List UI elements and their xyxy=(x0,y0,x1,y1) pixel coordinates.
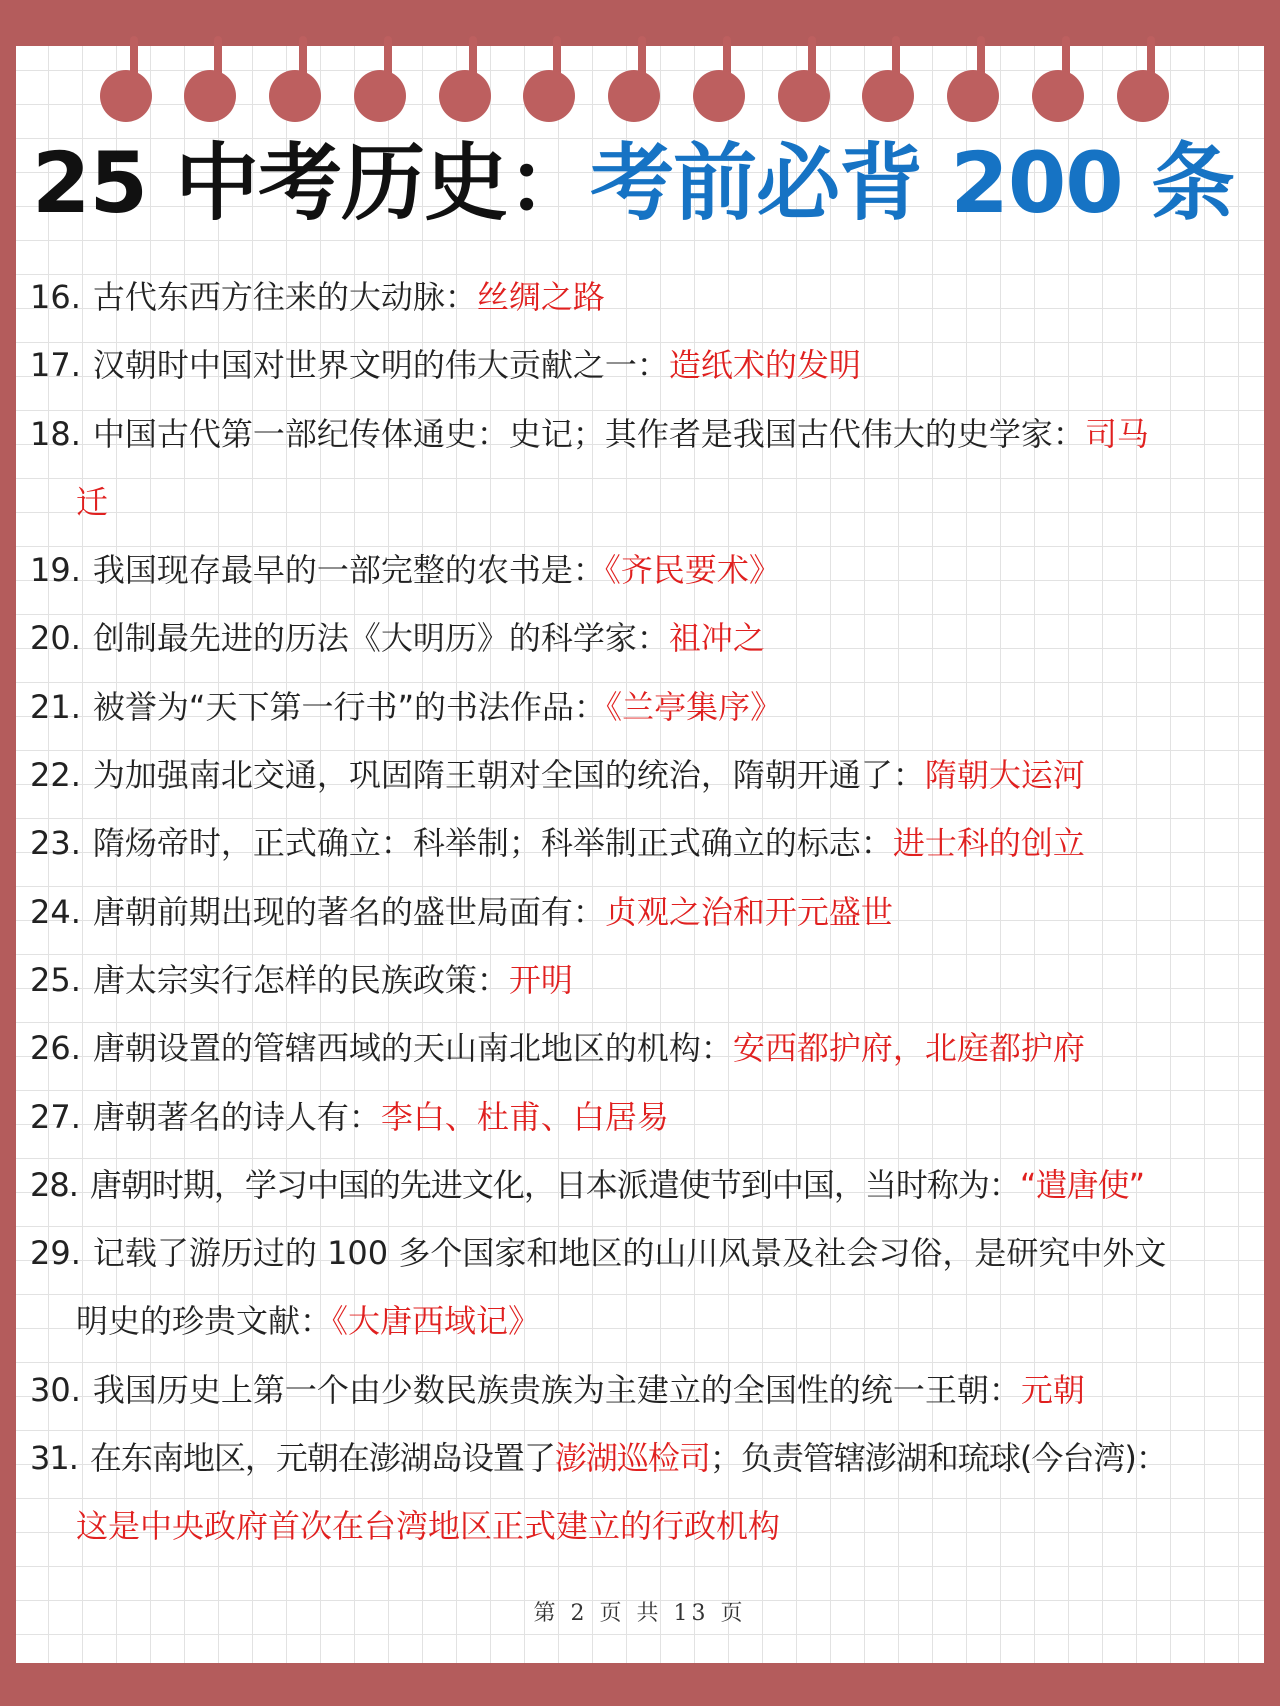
item-number: 19. xyxy=(30,551,81,590)
binder-ring xyxy=(608,70,660,122)
item-text: 中国古代第一部纪传体通史：史记；其作者是我国古代伟大的史学家： xyxy=(92,414,1085,453)
item-text: 在东南地区，元朝在澎湖岛设置了 xyxy=(89,1439,555,1478)
item-number: 22. xyxy=(30,756,81,795)
page-title xyxy=(32,128,1234,238)
list-item xyxy=(30,536,1250,604)
item-text: 被誉为“天下第一行书”的书法作品： xyxy=(92,687,607,726)
list-item xyxy=(30,1424,1250,1492)
item-answer-continued: 迁 xyxy=(76,482,109,521)
list-item xyxy=(30,331,1250,399)
item-number: 20. xyxy=(30,619,81,658)
item-text: 创制最先进的历法《大明历》的科学家： xyxy=(92,619,669,658)
list-item xyxy=(30,673,1250,741)
item-answer: 隋朝大运河 xyxy=(924,756,1085,795)
list-item xyxy=(30,1219,1250,1287)
item-answer: 安西都护府，北庭都护府 xyxy=(732,1029,1085,1068)
list-item-continuation xyxy=(30,1287,1250,1355)
list-item-continuation xyxy=(30,1492,1250,1560)
item-answer: 丝绸之路 xyxy=(476,278,605,316)
item-number: 31. xyxy=(30,1439,78,1478)
item-text: 唐朝著名的诗人有： xyxy=(92,1097,381,1136)
item-text: 隋炀帝时，正式确立：科举制；科举制正式确立的标志： xyxy=(92,824,893,863)
item-text-continued: 明史的珍贵文献： xyxy=(76,1302,333,1341)
item-text: 唐朝设置的管辖西域的天山南北地区的机构： xyxy=(92,1029,733,1068)
item-number: 27. xyxy=(30,1097,81,1136)
list-item xyxy=(30,400,1250,468)
item-answer: 李白、杜甫、白居易 xyxy=(380,1097,669,1136)
item-text: 古代东西方往来的大动脉： xyxy=(92,278,477,316)
binder-ring xyxy=(862,70,914,122)
item-answer: “遣唐使” xyxy=(1019,1165,1145,1204)
item-number: 23. xyxy=(30,824,81,863)
binder-ring xyxy=(354,70,406,122)
binder-ring xyxy=(778,70,830,122)
list-item xyxy=(30,946,1250,1014)
list-item xyxy=(30,878,1250,946)
item-answer: 《兰亭集序》 xyxy=(606,687,783,726)
binder-ring xyxy=(1117,70,1169,122)
list-item-continuation xyxy=(30,468,1250,536)
item-text: 唐朝前期出现的著名的盛世局面有： xyxy=(92,892,605,931)
item-answer-continued: 这是中央政府首次在台湾地区正式建立的行政机构 xyxy=(76,1507,781,1546)
binder-ring xyxy=(184,70,236,122)
item-number: 28. xyxy=(30,1165,78,1204)
item-text-after: ；负责管辖澎湖和琉球(今台湾)： xyxy=(709,1439,1167,1478)
list-item xyxy=(30,809,1250,877)
item-answer: 司马 xyxy=(1084,414,1149,453)
item-text: 我国现存最早的一部完整的农书是： xyxy=(92,551,605,590)
item-number: 16. xyxy=(30,278,81,316)
item-text: 为加强南北交通，巩固隋王朝对全国的统治，隋朝开通了： xyxy=(92,756,925,795)
item-text: 记载了游历过的 100 多个国家和地区的山川风景及社会习俗，是研究中外文 xyxy=(92,1234,1167,1273)
title-main: 25 中考历史： xyxy=(32,134,591,232)
item-number: 30. xyxy=(30,1370,81,1409)
item-number: 18. xyxy=(30,414,81,453)
item-text: 我国历史上第一个由少数民族贵族为主建立的全国性的统一王朝： xyxy=(92,1370,1021,1409)
list-item xyxy=(30,1356,1250,1424)
item-answer: 祖冲之 xyxy=(668,619,765,658)
item-answer: 进士科的创立 xyxy=(892,824,1085,863)
binder-ring xyxy=(1032,70,1084,122)
item-number: 17. xyxy=(30,346,81,385)
title-highlight: 考前必背 200 条 xyxy=(590,134,1234,232)
item-answer: 造纸术的发明 xyxy=(668,346,861,385)
item-text: 汉朝时中国对世界文明的伟大贡献之一： xyxy=(92,346,669,385)
binder-ring xyxy=(693,70,745,122)
item-number: 24. xyxy=(30,892,81,931)
binder-ring xyxy=(523,70,575,122)
item-number: 26. xyxy=(30,1029,81,1068)
binder-rings xyxy=(0,56,1280,126)
fact-list xyxy=(30,263,1250,1561)
item-answer: 《齐民要术》 xyxy=(604,551,781,590)
list-item xyxy=(30,1083,1250,1151)
item-answer: 贞观之治和开元盛世 xyxy=(604,892,893,931)
binder-ring xyxy=(269,70,321,122)
item-number: 25. xyxy=(30,960,81,999)
item-number: 29. xyxy=(30,1234,81,1273)
binder-ring xyxy=(947,70,999,122)
list-item xyxy=(30,604,1250,672)
binder-ring xyxy=(439,70,491,122)
binder-ring xyxy=(100,70,152,122)
page-footer: 第 2 页 共 13 页 xyxy=(533,1601,747,1626)
item-answer: 开明 xyxy=(508,960,573,999)
item-answer: 澎湖巡检司 xyxy=(554,1439,710,1478)
list-item xyxy=(30,263,1250,331)
list-item xyxy=(30,1014,1250,1082)
item-answer: 元朝 xyxy=(1020,1370,1085,1409)
item-answer-continued: 《大唐西域记》 xyxy=(332,1302,541,1341)
list-item xyxy=(30,1151,1250,1219)
item-text: 唐朝时期，学习中国的先进文化，日本派遣使节到中国，当时称为： xyxy=(89,1165,1020,1204)
item-text: 唐太宗实行怎样的民族政策： xyxy=(92,960,509,999)
item-number: 21. xyxy=(30,687,81,726)
list-item xyxy=(30,741,1250,809)
